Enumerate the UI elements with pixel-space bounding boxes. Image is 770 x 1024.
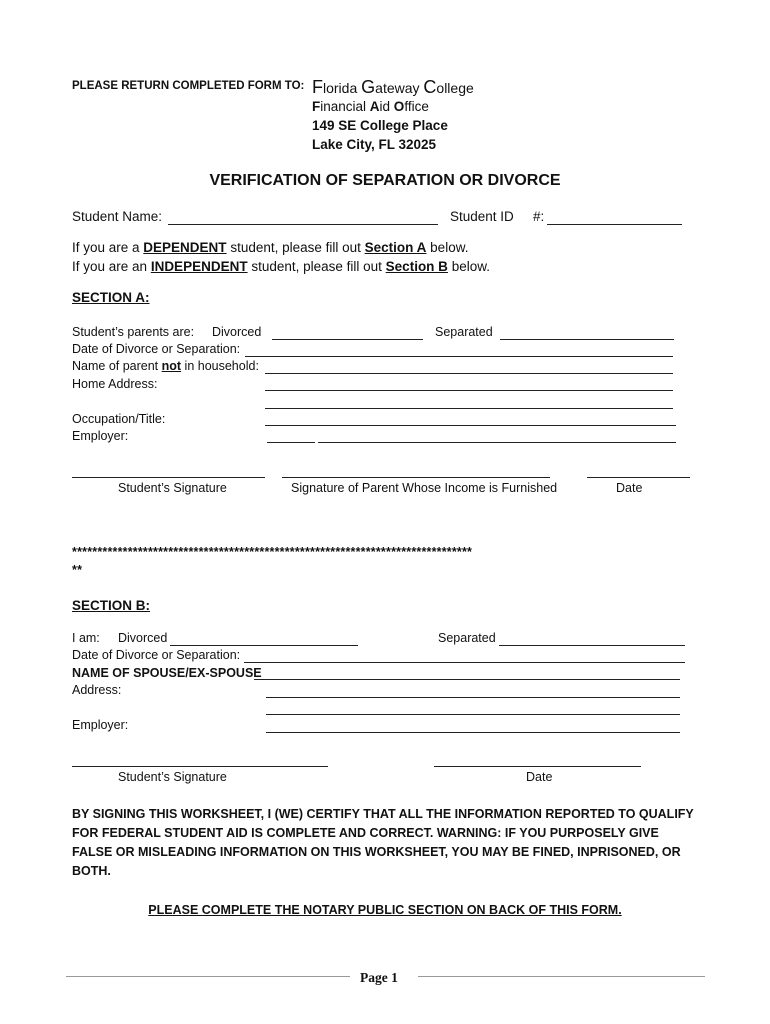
employer-label-a: Employer: <box>72 429 129 443</box>
student-name-field[interactable] <box>168 224 438 225</box>
separated-label-b: Separated <box>438 631 496 645</box>
parent-signature-line[interactable] <box>282 477 550 478</box>
date-caption-a: Date <box>616 481 643 495</box>
employer-field-b[interactable] <box>266 732 680 733</box>
divorced-field-a[interactable] <box>272 339 423 340</box>
date-label-b: Date of Divorce or Separation: <box>72 648 241 662</box>
student-id-label: Student ID <box>450 209 514 224</box>
college-initial-f: F <box>312 77 323 97</box>
parent-signature-caption: Signature of Parent Whose Income is Furnished <box>291 481 558 495</box>
certification-line-1: BY SIGNING THIS WORKSHEET, I (WE) CERTIFY THAT ALL THE INFORMATION REPORTED TO QUALIFY <box>72 807 694 821</box>
city-address: Lake City, FL 32025 <box>312 137 437 152</box>
date-field-a[interactable] <box>245 356 673 357</box>
student-signature-line-a[interactable] <box>72 477 265 478</box>
college-initial-c: C <box>423 77 437 97</box>
certification-line-3: FALSE OR MISLEADING INFORMATION ON THIS WORKSHEET, YOU MAY BE FINED, INPRISONED, OR <box>72 845 681 859</box>
separated-label-a: Separated <box>435 325 493 339</box>
separated-field-a[interactable] <box>500 339 674 340</box>
form-title: VERIFICATION OF SEPARATION OR DIVORCE <box>209 172 561 189</box>
i-am-label: I am: <box>72 631 100 645</box>
section-a-heading: SECTION A: <box>72 290 150 305</box>
occupation-field[interactable] <box>265 425 676 426</box>
spouse-field[interactable] <box>254 679 680 680</box>
section-b-heading: SECTION B: <box>72 598 151 613</box>
star-divider-2: ** <box>72 563 83 577</box>
address-field-b-1[interactable] <box>266 697 680 698</box>
home-address-field-1[interactable] <box>265 390 673 391</box>
footer-rule-right <box>418 976 705 977</box>
certification-line-2: FOR FEDERAL STUDENT AID IS COMPLETE AND CORRECT. WARNING: IF YOU PURPOSELY GIVE <box>72 826 659 840</box>
return-label: PLEASE RETURN COMPLETED FORM TO: <box>72 80 305 92</box>
employer-field-a-short[interactable] <box>267 442 315 443</box>
college-initial-g: G <box>361 77 376 97</box>
divorced-label-a: Divorced <box>212 325 262 339</box>
star-divider-1: ******************************************************************************* <box>72 545 473 559</box>
instruction-dependent: If you are a DEPENDENT student, please fill out Section A below. <box>72 240 469 255</box>
student-id-field[interactable] <box>547 224 682 225</box>
instruction-independent: If you are an INDEPENDENT student, please fill out Section B below. <box>72 259 490 274</box>
college-name: Florida Gateway College <box>312 77 474 97</box>
student-signature-line-b[interactable] <box>72 766 328 767</box>
page-number: Page 1 <box>360 970 398 985</box>
student-name-label: Student Name: <box>72 209 163 224</box>
occupation-label: Occupation/Title: <box>72 412 166 426</box>
divorced-label-b: Divorced <box>118 631 168 645</box>
home-address-field-2[interactable] <box>265 408 673 409</box>
parents-are-label: Student’s parents are: <box>72 325 195 339</box>
parent-not-field[interactable] <box>265 373 673 374</box>
spouse-label: NAME OF SPOUSE/EX-SPOUSE <box>72 666 262 680</box>
footer-rule-left <box>66 976 350 977</box>
date-field-b[interactable] <box>244 662 685 663</box>
home-address-label: Home Address: <box>72 377 158 391</box>
certification-line-4: BOTH. <box>72 864 111 878</box>
date-label-a: Date of Divorce or Separation: <box>72 342 241 356</box>
student-signature-caption-a: Student’s Signature <box>118 481 227 495</box>
address-label-b: Address: <box>72 683 122 697</box>
divorced-field-b[interactable] <box>170 645 358 646</box>
student-signature-caption-b: Student’s Signature <box>118 770 227 784</box>
notary-note: PLEASE COMPLETE THE NOTARY PUBLIC SECTION ON BACK OF THIS FORM. <box>148 903 622 917</box>
employer-field-a[interactable] <box>318 442 676 443</box>
address-field-b-2[interactable] <box>266 714 680 715</box>
parent-not-label: Name of parent not in household: <box>72 359 259 373</box>
date-signature-line-a[interactable] <box>587 477 690 478</box>
street-address: 149 SE College Place <box>312 118 448 133</box>
employer-label-b: Employer: <box>72 718 129 732</box>
student-id-hash: #: <box>533 209 545 224</box>
date-signature-line-b[interactable] <box>434 766 641 767</box>
separated-field-b[interactable] <box>499 645 685 646</box>
office-name: Financial Aid Office <box>312 99 429 114</box>
date-caption-b: Date <box>526 770 553 784</box>
